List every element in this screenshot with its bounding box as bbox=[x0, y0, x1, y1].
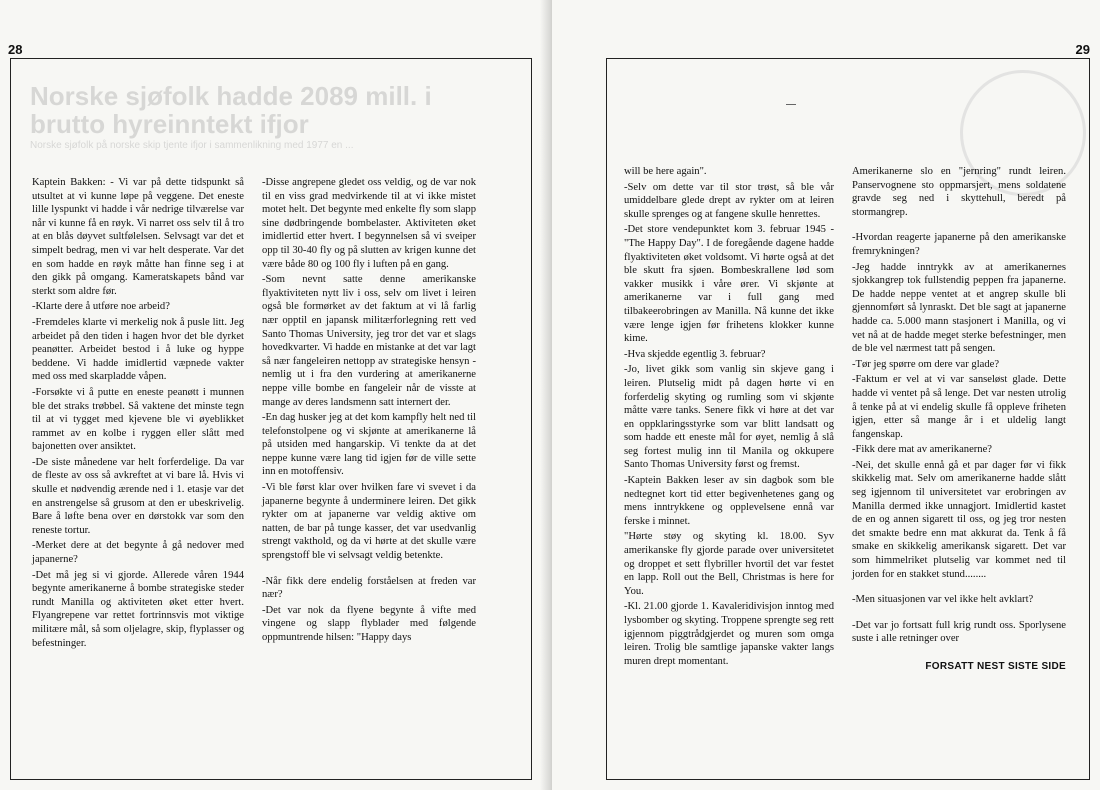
paragraph: -Vi ble først klar over hvilken fare vi svevet i da japanerne begynte å underminere leiren. Det gikk rykter om at japanerne var veldig aktive om natten, de bar på tunge kasser, det var usedvanlig strengt vakthold, og da vi hørte at det skulle være sprengstoff ble vi selvsagt veldig betenkte. bbox=[262, 482, 476, 562]
question: -Når fikk dere endelig forståelsen at freden var nær? bbox=[262, 575, 476, 601]
paragraph: -Faktum er vel at vi var sanseløst glade. Dette hadde vi ventet på så lenge. Det var nesten utrolig å tenke på at vi endelig skulle få oppleve friheten igjen, etter så mange år i et uldelig langt fangenskap. bbox=[852, 374, 1066, 440]
page-number-right: 29 bbox=[1075, 42, 1090, 57]
question: -Merket dere at det begynte å gå nedover med japanerne? bbox=[32, 540, 244, 566]
diary-quote: -Kl. 21.00 gjorde 1. Kavaleridivisjon inntog med lysbomber og skyting. Troppene sprengte seg rett igjennom piggtrådgjerdet og muren som omga leiren. Trolig ble samtlige japanske vakter langs muren drept momentant. bbox=[624, 601, 834, 667]
paragraph: Amerikanerne slo en "jernring" rundt leiren. Panservognene sto oppmarsjert, mens soldatene gravde seg ned i skyttehull, beredt på stormangrep. bbox=[852, 166, 1066, 218]
question: -Fikk dere mat av amerikanerne? bbox=[852, 444, 993, 456]
show-through-text: Norske sjøfolk på norske skip tjente ifjor i sammenlikning med 1977 en ... bbox=[30, 140, 354, 151]
paragraph: -Det må jeg si vi gjorde. Allerede våren 1944 begynte amerikanerne å bombe strategiske steder rundt Manilla og aktiviteten øket etter hvert. Flyangrepene var rettet fortrinnsvis mot viktige militære mål, så som oljelagre, skip, flyplasser og befestninger. bbox=[32, 569, 244, 649]
paragraph: -Kaptein Bakken leser av sin dagbok som ble nedtegnet kort tid etter begivenhetenes gang og mens inntrykkene og opplevelsene ennå var ferske i minnet. bbox=[624, 475, 834, 527]
paragraph: -Selv om dette var til stor trøst, så ble vår umiddelbare glede drept av rykter om at leiren skulle sprenges og at fangene skulle henrettes. bbox=[624, 181, 834, 220]
question: -Klarte dere å utføre noe arbeid? bbox=[32, 301, 170, 313]
question: -Hvordan reagerte japanerne på den amerikanske fremrykningen? bbox=[852, 232, 1066, 257]
paragraph: -Det store vendepunktet kom 3. februar 1945 - "The Happy Day". I de foregående dagene hadde flyaktiviteten øket voldsomt. Vi hørte også at det ble skutt fra sjøen. Bombeskrallene lød som vakker musikk i våre ører. Vi skjønte at amerikanerne var i full gang med tilbakeerobringen av Manilla. Nå kunne det ikke være lenge igjen før frihetens klokker kunne kime. bbox=[624, 224, 834, 345]
continued-notice: FORSATT NEST SISTE SIDE bbox=[925, 661, 1066, 672]
paragraph: -Jo, livet gikk som vanlig sin skjeve gang i leiren. Plutselig midt på dagen hørte vi en forferdelig skyting og rumling som vi skjønte måtte være tanks. Senere fikk vi høre at det var en oppklaringsstyrke som var blitt landsatt og som hadde ett eneste mål for øyet, nemlig å slå seg fortest mulig inn til Manila og okkupere Santo Thomas University først og fremst. bbox=[624, 364, 834, 471]
diary-quote: "Hørte støy og skyting kl. 18.00. Syv amerikanske fly gjorde parade over universitetet og droppet et sett flybriller hvortil det var festet en lapp. Roll out the Bell, Christmas is here for You. bbox=[624, 531, 834, 597]
paragraph: -Nei, det skulle ennå gå et par dager før vi fikk skikkelig mat. Selv om amerikanerne hadde slått seg igjennom til universitetet var erobringen av Manilla dermed ikke unnagjort. Imidlertid kastet de en og annen sigarett til oss, og jeg tror nesten det smakte bedre enn mat akkurat da. Tenk å få smake en skikkelig amerikansk sigarett. Det var som himmelriket plutselig var kommet ned til jorden for en stakket stund........ bbox=[852, 459, 1066, 580]
question: -Hva skjedde egentlig 3. februar? bbox=[624, 348, 766, 360]
page-number-left: 28 bbox=[8, 42, 23, 57]
article-column-3 bbox=[624, 165, 834, 668]
paragraph: -Det var nok da flyene begynte å vifte med vingene og slapp flyblader med følgende oppmuntrende hilsen: "Happy days bbox=[262, 604, 476, 643]
paragraph: -Forsøkte vi å putte en eneste peanøtt i munnen ble det straks trøbbel. Så vaktene det minste tegn til at vi tygget med kjevene ble vi øyeblikket rammet av en kolbe i ryggen eller slått med bajonetten over ansiktet. bbox=[32, 386, 244, 453]
paragraph: -Som nevnt satte denne amerikanske flyaktiviteten nytt liv i oss, selv om livet i leiren også ble formørket av det faktum at vi lå farlig nær opptil en japansk militærforlegning rett ved Santo Thomas University, jeg tror det var et slags hovedkvarter. Vi hadde en mistanke at det var lagt så nær fangeleiren nettopp av strategiske hensyn - nemlig ut i fra den vurdering at amerikanerne neppe ville bombe en fangeleir når de visste at mange av deres landsmenn satt internert der. bbox=[262, 274, 476, 408]
paragraph: will be here again". bbox=[624, 166, 707, 177]
question: -Tør jeg spørre om dere var glade? bbox=[852, 358, 1000, 370]
paragraph: -De siste månedene var helt forferdelige. Da var de fleste av oss så avkreftet at vi bare lå. Hvis vi skulle et nødvendig ærende ned i 1. etasje var det en anstrengelse så grusom at den er ubeskrivelig. Bare å løfte bena over en dørstokk var som den reneste tortur. bbox=[32, 456, 244, 536]
article-column-2 bbox=[262, 176, 476, 645]
article-column-1 bbox=[32, 176, 244, 650]
paragraph: Kaptein Bakken: - Vi var på dette tidspunkt så utsultet at vi kunne løpe på veggene. Det eneste lille lyspunkt vi hadde i vår nedrige tilværelse var når vi kunne få en røyk. Vi narret oss selv til å tro at en blås døyvet sultfølelsen. Selvsagt var det et simpelt bedrag, men vi var helt desperate. Var det en som hadde en røyk måtte han finne seg i at den gikk på omgang. Kameratskapets bånd var sterkt som aldre før. bbox=[32, 177, 244, 297]
paragraph: -Fremdeles klarte vi merkelig nok å pusle litt. Jeg arbeidet på den tiden i hagen hvor det ble dyrket peanøtter. Arbeidet bestod i å luke og hyppe beddene. Vi hadde imidlertid væpnede vakter med oss med skarpladde våpen. bbox=[32, 316, 244, 383]
paragraph: -Disse angrepene gledet oss veldig, og de var nok til en viss grad medvirkende til at vi ikke mistet motet helt. Det begynte med enkelte fly som slapp sine dødbringende bombelaster. Aktiviteten øket imidlertid etter hvert. I begynnelsen så vi sveiper opp til 30-40 fly og på slutten av krigen kunne det være både 80 og 100 fly i luften på en gang. bbox=[262, 177, 476, 270]
stray-mark bbox=[786, 104, 796, 105]
show-through-title: Norske sjøfolk hadde 2089 mill. i brutto hyreinntekt ifjor bbox=[30, 81, 432, 139]
paragraph: -Jeg hadde inntrykk av at amerikanernes sjokkangrep tok fullstendig peppen fra japanerne. De hadde neppe ventet at et angrep skulle bli gjennomført så lynraskt. Det ble sagt at japanerne hadde ca. 5.000 mann stasjonert i Manilla, og vi vet nå at de hadde meget sterke befestninger, men de ble vel nærmest tatt på sengen. bbox=[852, 261, 1066, 355]
paragraph: -Det var jo fortsatt full krig rundt oss. Sporlysene suste i alle retninger over bbox=[852, 619, 1066, 645]
article-column-4 bbox=[852, 165, 1066, 674]
paragraph: -En dag husker jeg at det kom kampfly helt ned til telefonstolpene og vi skjønte at amerikanerne lå på utsiden med hangarskip. Vi tenkte da at det neppe kunne være lang tid igjen før de ville sette inn en motoffensiv. bbox=[262, 412, 476, 478]
question: -Men situasjonen var vel ikke helt avklart? bbox=[852, 594, 1034, 606]
